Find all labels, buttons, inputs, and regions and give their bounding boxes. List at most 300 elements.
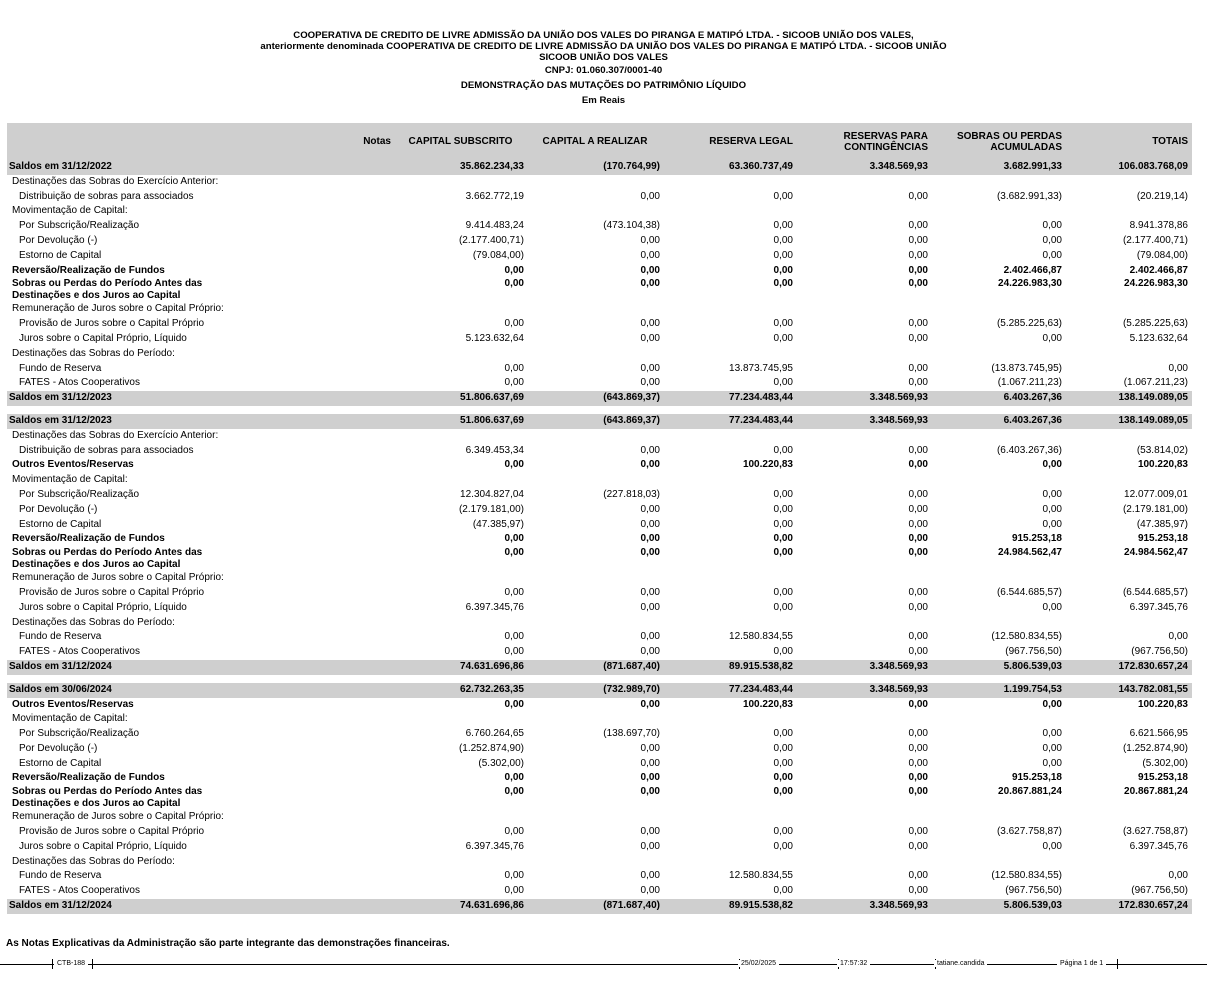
value-cell: 0,00 xyxy=(640,631,660,643)
value-cell: 0,00 xyxy=(908,631,928,643)
value-cell: (5.302,00) xyxy=(1142,757,1188,769)
col-header-reserva-legal: RESERVA LEGAL xyxy=(664,123,797,160)
row-label: Destinações das Sobras do Período: xyxy=(12,616,175,628)
value-cell xyxy=(528,406,664,414)
row-label-line-1: Sobras ou Perdas do Período Antes das xyxy=(12,278,203,290)
value-cell: 915.253,18 xyxy=(1137,533,1188,545)
row-label-line-2: Destinações e dos Juros ao Capital xyxy=(12,559,181,571)
notes-cell xyxy=(252,376,395,391)
value-cell: 0,00 xyxy=(773,264,793,276)
spacer-row xyxy=(7,406,1192,414)
row-label: Por Devolução (-) xyxy=(19,234,98,246)
value-cell: 0,00 xyxy=(908,826,928,838)
value-cell: 100.220,83 xyxy=(1137,459,1188,471)
value-cell xyxy=(664,347,797,362)
value-cell: 0,00 xyxy=(908,698,928,710)
value-cell xyxy=(797,473,932,488)
value-cell: (20.219,14) xyxy=(1136,190,1188,202)
value-cell: 77.234.483,44 xyxy=(664,414,797,429)
table-row xyxy=(7,458,1192,473)
row-label xyxy=(7,675,252,683)
col-header-totais: TOTAIS xyxy=(1066,123,1192,160)
currency-subtitle: Em Reais xyxy=(581,95,626,106)
value-cell: 35.862.234,33 xyxy=(395,160,528,175)
value-cell: 0,00 xyxy=(640,362,660,374)
value-cell: (12.580.834,55) xyxy=(991,870,1062,882)
table-row xyxy=(7,630,1192,645)
notes-cell xyxy=(252,601,395,616)
value-cell: 3.662.772,19 xyxy=(465,190,524,202)
value-cell: 0,00 xyxy=(908,377,928,389)
value-cell: 0,00 xyxy=(640,646,660,658)
value-cell xyxy=(1066,429,1192,444)
value-cell: 0,00 xyxy=(1042,234,1062,246)
value-cell: 0,00 xyxy=(773,190,793,202)
value-cell: (12.580.834,55) xyxy=(991,631,1062,643)
value-cell: 138.149.089,05 xyxy=(1066,391,1192,406)
value-cell: 100.220,83 xyxy=(742,459,793,471)
value-cell xyxy=(664,302,797,317)
value-cell: 0,00 xyxy=(504,264,524,276)
value-cell: 0,00 xyxy=(908,533,928,545)
value-cell: 0,00 xyxy=(640,885,660,897)
row-label: Por Devolução (-) xyxy=(19,742,98,754)
value-cell: 5.123.632,64 xyxy=(465,332,524,344)
value-cell: (13.873.745,95) xyxy=(991,362,1062,374)
row-label: Distribuição de sobras para associados xyxy=(19,190,194,202)
value-cell: 0,00 xyxy=(908,547,928,559)
notes-cell xyxy=(252,264,395,279)
value-cell: 0,00 xyxy=(504,459,524,471)
value-cell: 0,00 xyxy=(908,728,928,740)
footer-tick xyxy=(92,959,93,969)
value-cell: 0,00 xyxy=(773,377,793,389)
value-cell xyxy=(395,712,528,727)
value-cell xyxy=(528,571,664,586)
value-cell: 0,00 xyxy=(773,488,793,500)
header-empty xyxy=(7,123,252,160)
value-cell: (967.756,50) xyxy=(1005,885,1062,897)
value-cell: 24.226.983,30 xyxy=(998,278,1062,290)
value-cell xyxy=(528,175,664,190)
value-cell: 0,00 xyxy=(908,278,928,290)
value-cell: 0,00 xyxy=(1042,488,1062,500)
value-cell xyxy=(664,712,797,727)
value-cell: 12.304.827,04 xyxy=(460,488,524,500)
notes-cell xyxy=(252,698,395,713)
row-label: Remuneração de Juros sobre o Capital Próprio: xyxy=(12,303,224,315)
value-cell xyxy=(797,429,932,444)
value-cell xyxy=(1066,810,1192,825)
value-cell: 6.397.345,76 xyxy=(465,840,524,852)
value-cell xyxy=(1066,347,1192,362)
notes-cell xyxy=(252,444,395,459)
value-cell: 6.621.566,95 xyxy=(1129,728,1188,740)
row-label: Juros sobre o Capital Próprio, Líquido xyxy=(19,601,187,613)
value-cell xyxy=(932,810,1066,825)
value-cell: 0,00 xyxy=(640,742,660,754)
value-cell: 0,00 xyxy=(1042,601,1062,613)
table-row xyxy=(7,884,1192,899)
value-cell xyxy=(932,855,1066,870)
value-cell: 0,00 xyxy=(640,870,660,882)
value-cell: 915.253,18 xyxy=(1011,772,1062,784)
row-label: Distribuição de sobras para associados xyxy=(19,444,194,456)
equity-changes-table xyxy=(7,123,1192,914)
row-label: Remuneração de Juros sobre o Capital Próprio: xyxy=(12,811,224,823)
value-cell: 0,00 xyxy=(640,377,660,389)
notes-cell xyxy=(252,160,395,175)
table-body xyxy=(7,160,1192,914)
value-cell: 3.348.569,93 xyxy=(797,660,932,675)
value-cell: 0,00 xyxy=(773,728,793,740)
notes-cell xyxy=(252,347,395,362)
value-cell xyxy=(664,175,797,190)
notes-cell xyxy=(252,406,395,414)
value-cell xyxy=(395,473,528,488)
value-cell: (732.989,70) xyxy=(528,683,664,698)
col-header-capital-subscrito: CAPITAL SUBSCRITO xyxy=(395,123,528,160)
row-label: FATES - Atos Cooperativos xyxy=(19,885,140,897)
value-cell: 74.631.696,86 xyxy=(395,899,528,914)
value-cell xyxy=(932,473,1066,488)
value-cell: 0,00 xyxy=(640,840,660,852)
value-cell xyxy=(395,175,528,190)
row-label: Movimentação de Capital: xyxy=(12,713,128,725)
value-cell xyxy=(797,675,932,683)
table-row xyxy=(7,444,1192,459)
value-cell: 0,00 xyxy=(773,786,793,798)
row-label: Por Subscrição/Realização xyxy=(19,220,140,232)
value-cell xyxy=(1066,855,1192,870)
value-cell xyxy=(528,302,664,317)
table-row xyxy=(7,518,1192,533)
row-label xyxy=(7,786,252,810)
table-row xyxy=(7,771,1192,786)
table-row xyxy=(7,473,1192,488)
value-cell: 6.397.345,76 xyxy=(1129,601,1188,613)
balance-row xyxy=(7,414,1192,429)
value-cell: 0,00 xyxy=(908,601,928,613)
value-cell: 0,00 xyxy=(640,601,660,613)
table-row xyxy=(7,698,1192,713)
row-label: Destinações das Sobras do Exercício Anterior: xyxy=(12,175,219,187)
notes-cell xyxy=(252,645,395,660)
notes-cell xyxy=(252,391,395,406)
value-cell xyxy=(932,712,1066,727)
value-cell: 8.941.378,86 xyxy=(1129,220,1188,232)
value-cell: 0,00 xyxy=(640,190,660,202)
row-label: Por Subscrição/Realização xyxy=(19,488,140,500)
value-cell: 6.403.267,36 xyxy=(932,414,1066,429)
value-cell: (6.544.685,57) xyxy=(1122,586,1188,598)
value-cell xyxy=(797,810,932,825)
value-cell: 0,00 xyxy=(773,757,793,769)
row-label: Estorno de Capital xyxy=(19,757,102,769)
value-cell: 0,00 xyxy=(640,332,660,344)
col-header-notas: Notas xyxy=(252,123,395,160)
table-row xyxy=(7,532,1192,547)
notes-cell xyxy=(252,362,395,377)
value-cell xyxy=(1066,302,1192,317)
value-cell: (53.814,02) xyxy=(1136,444,1188,456)
value-cell: 0,00 xyxy=(504,362,524,374)
value-cell: 0,00 xyxy=(908,757,928,769)
row-label: Outros Eventos/Reservas xyxy=(12,698,134,710)
table-row xyxy=(7,264,1192,279)
value-cell xyxy=(797,616,932,631)
value-cell: 0,00 xyxy=(773,533,793,545)
value-cell xyxy=(528,616,664,631)
value-cell: 0,00 xyxy=(504,870,524,882)
notes-cell xyxy=(252,488,395,503)
value-cell xyxy=(932,347,1066,362)
value-cell: 24.984.562,47 xyxy=(998,547,1062,559)
footer-code: CTB-188 xyxy=(54,960,88,967)
value-cell: 24.226.983,30 xyxy=(1124,278,1188,290)
notes-cell xyxy=(252,899,395,914)
notes-cell xyxy=(252,518,395,533)
table-row xyxy=(7,219,1192,234)
value-cell: 3.348.569,93 xyxy=(797,391,932,406)
table-row xyxy=(7,810,1192,825)
notes-cell xyxy=(252,317,395,332)
value-cell xyxy=(528,473,664,488)
value-cell xyxy=(395,406,528,414)
value-cell xyxy=(1066,406,1192,414)
value-cell: 0,00 xyxy=(908,459,928,471)
value-cell: (5.302,00) xyxy=(478,757,524,769)
value-cell: 0,00 xyxy=(908,264,928,276)
value-cell: 0,00 xyxy=(504,772,524,784)
col-header-capital-a-realizar: CAPITAL A REALIZAR xyxy=(528,123,664,160)
table-row xyxy=(7,204,1192,219)
value-cell: 2.402.466,87 xyxy=(1129,264,1188,276)
footer-rule xyxy=(0,964,1207,965)
value-cell: (643.869,37) xyxy=(528,414,664,429)
value-cell: 0,00 xyxy=(504,278,524,290)
value-cell: 0,00 xyxy=(908,772,928,784)
value-cell: 0,00 xyxy=(773,220,793,232)
value-cell: 0,00 xyxy=(504,533,524,545)
value-cell: (871.687,40) xyxy=(528,660,664,675)
row-label: Destinações das Sobras do Exercício Anterior: xyxy=(12,429,219,441)
value-cell: (643.869,37) xyxy=(528,391,664,406)
spacer-row xyxy=(7,675,1192,683)
value-cell: 0,00 xyxy=(773,742,793,754)
value-cell xyxy=(932,675,1066,683)
value-cell: (2.177.400,71) xyxy=(458,234,524,246)
row-label: Por Subscrição/Realização xyxy=(19,728,140,740)
value-cell xyxy=(932,204,1066,219)
value-cell xyxy=(1066,675,1192,683)
value-cell: 138.149.089,05 xyxy=(1066,414,1192,429)
value-cell: 0,00 xyxy=(640,234,660,246)
value-cell xyxy=(932,571,1066,586)
value-cell: 0,00 xyxy=(640,518,660,530)
document-header xyxy=(0,30,1207,106)
value-cell: 0,00 xyxy=(640,318,660,330)
row-label: Por Devolução (-) xyxy=(19,503,98,515)
cnpj: CNPJ: 01.060.307/0001-40 xyxy=(544,65,663,76)
value-cell: (2.179.181,00) xyxy=(458,503,524,515)
value-cell: 0,00 xyxy=(1168,631,1188,643)
value-cell: (79.084,00) xyxy=(472,249,524,261)
value-cell: 100.220,83 xyxy=(742,698,793,710)
value-cell xyxy=(1066,616,1192,631)
value-cell: 13.873.745,95 xyxy=(729,362,793,374)
value-cell: 0,00 xyxy=(908,840,928,852)
value-cell: 0,00 xyxy=(640,444,660,456)
value-cell: (3.627.758,87) xyxy=(996,826,1062,838)
value-cell: 0,00 xyxy=(1042,518,1062,530)
row-label: Destinações das Sobras do Período: xyxy=(12,855,175,867)
table-row xyxy=(7,786,1192,810)
value-cell: (6.544.685,57) xyxy=(996,586,1062,598)
value-cell: 0,00 xyxy=(1042,698,1062,710)
value-cell xyxy=(528,675,664,683)
value-cell: 0,00 xyxy=(908,518,928,530)
value-cell: 3.348.569,93 xyxy=(797,899,932,914)
value-cell xyxy=(797,204,932,219)
value-cell: 0,00 xyxy=(640,786,660,798)
notes-cell xyxy=(252,458,395,473)
value-cell: 6.403.267,36 xyxy=(932,391,1066,406)
value-cell: 0,00 xyxy=(908,646,928,658)
notes-cell xyxy=(252,302,395,317)
value-cell: 3.682.991,33 xyxy=(932,160,1066,175)
value-cell: 63.360.737,49 xyxy=(664,160,797,175)
table-row xyxy=(7,175,1192,190)
footer-time: 17:57:32 xyxy=(837,960,870,967)
value-cell xyxy=(395,302,528,317)
notes-cell xyxy=(252,175,395,190)
value-cell: 0,00 xyxy=(504,786,524,798)
value-cell: 106.083.768,09 xyxy=(1066,160,1192,175)
balance-row xyxy=(7,660,1192,675)
value-cell: 0,00 xyxy=(773,318,793,330)
table-row xyxy=(7,571,1192,586)
value-cell: 0,00 xyxy=(773,646,793,658)
row-label: Reversão/Realização de Fundos xyxy=(12,533,165,545)
value-cell xyxy=(664,571,797,586)
value-cell: 0,00 xyxy=(773,586,793,598)
value-cell: 0,00 xyxy=(1042,249,1062,261)
value-cell xyxy=(395,810,528,825)
notes-cell xyxy=(252,825,395,840)
notes-cell xyxy=(252,571,395,586)
notes-cell xyxy=(252,742,395,757)
value-cell: 3.348.569,93 xyxy=(797,414,932,429)
value-cell: (47.385,97) xyxy=(472,518,524,530)
row-label-line-2: Destinações e dos Juros ao Capital xyxy=(12,798,181,810)
notes-cell xyxy=(252,219,395,234)
value-cell: 0,00 xyxy=(640,547,660,559)
notes-cell xyxy=(252,786,395,810)
value-cell: 12.580.834,55 xyxy=(729,870,793,882)
value-cell: 0,00 xyxy=(908,885,928,897)
value-cell: (1.067.211,23) xyxy=(1123,377,1188,389)
row-label: Provisão de Juros sobre o Capital Próprio xyxy=(19,586,205,598)
table-row xyxy=(7,429,1192,444)
value-cell xyxy=(932,302,1066,317)
value-cell: (967.756,50) xyxy=(1005,646,1062,658)
value-cell xyxy=(395,616,528,631)
value-cell: 0,00 xyxy=(908,786,928,798)
value-cell: 0,00 xyxy=(640,503,660,515)
value-cell xyxy=(664,810,797,825)
footer-page: Página 1 de 1 xyxy=(1057,960,1106,967)
value-cell: 0,00 xyxy=(1042,742,1062,754)
value-cell: 77.234.483,44 xyxy=(664,683,797,698)
value-cell: 0,00 xyxy=(773,547,793,559)
row-label: Fundo de Reserva xyxy=(19,870,102,882)
table-row xyxy=(7,249,1192,264)
header-line-1: COOPERATIVA DE CREDITO DE LIVRE ADMISSÃO DA UNIÃO DOS VALES DO PIRANGA E MATIPÓ LTDA. - SICOOB UNIÃO DOS VALES, xyxy=(293,30,914,41)
value-cell: 0,00 xyxy=(908,488,928,500)
table-row xyxy=(7,376,1192,391)
value-cell: 0,00 xyxy=(1168,362,1188,374)
value-cell: 20.867.881,24 xyxy=(1124,786,1188,798)
notes-cell xyxy=(252,712,395,727)
table-row xyxy=(7,742,1192,757)
value-cell: 12.077.009,01 xyxy=(1124,488,1188,500)
footnote: As Notas Explicativas da Administração são parte integrante das demonstrações financeiras. xyxy=(6,938,450,949)
notes-cell xyxy=(252,869,395,884)
value-cell: 0,00 xyxy=(504,698,524,710)
row-label: Fundo de Reserva xyxy=(19,362,102,374)
row-label: Estorno de Capital xyxy=(19,518,102,530)
table-row xyxy=(7,190,1192,205)
value-cell: 0,00 xyxy=(504,631,524,643)
table-row xyxy=(7,840,1192,855)
value-cell: (967.756,50) xyxy=(1131,885,1188,897)
row-label: Outros Eventos/Reservas xyxy=(12,459,134,471)
value-cell xyxy=(1066,571,1192,586)
value-cell xyxy=(797,406,932,414)
table-row xyxy=(7,712,1192,727)
balance-row xyxy=(7,683,1192,698)
value-cell: 9.414.483,24 xyxy=(465,220,524,232)
notes-cell xyxy=(252,332,395,347)
row-label-line-1: Sobras ou Perdas do Período Antes das xyxy=(12,547,203,559)
value-cell: 0,00 xyxy=(504,547,524,559)
row-label-line-1: Sobras ou Perdas do Período Antes das xyxy=(12,786,203,798)
value-cell xyxy=(528,810,664,825)
table-row xyxy=(7,645,1192,660)
value-cell xyxy=(797,347,932,362)
table-row xyxy=(7,362,1192,377)
value-cell: 0,00 xyxy=(773,249,793,261)
notes-cell xyxy=(252,675,395,683)
value-cell: 0,00 xyxy=(640,249,660,261)
value-cell: 1.199.754,53 xyxy=(932,683,1066,698)
value-cell xyxy=(528,855,664,870)
row-label xyxy=(7,547,252,571)
value-cell: 0,00 xyxy=(908,190,928,202)
value-cell xyxy=(395,571,528,586)
value-cell: 0,00 xyxy=(1042,503,1062,515)
table-row xyxy=(7,332,1192,347)
value-cell: 0,00 xyxy=(1042,728,1062,740)
value-cell xyxy=(1066,204,1192,219)
row-label: Reversão/Realização de Fundos xyxy=(12,772,165,784)
value-cell xyxy=(664,855,797,870)
value-cell: 0,00 xyxy=(773,826,793,838)
notes-cell xyxy=(252,532,395,547)
value-cell xyxy=(1066,175,1192,190)
value-cell xyxy=(932,616,1066,631)
